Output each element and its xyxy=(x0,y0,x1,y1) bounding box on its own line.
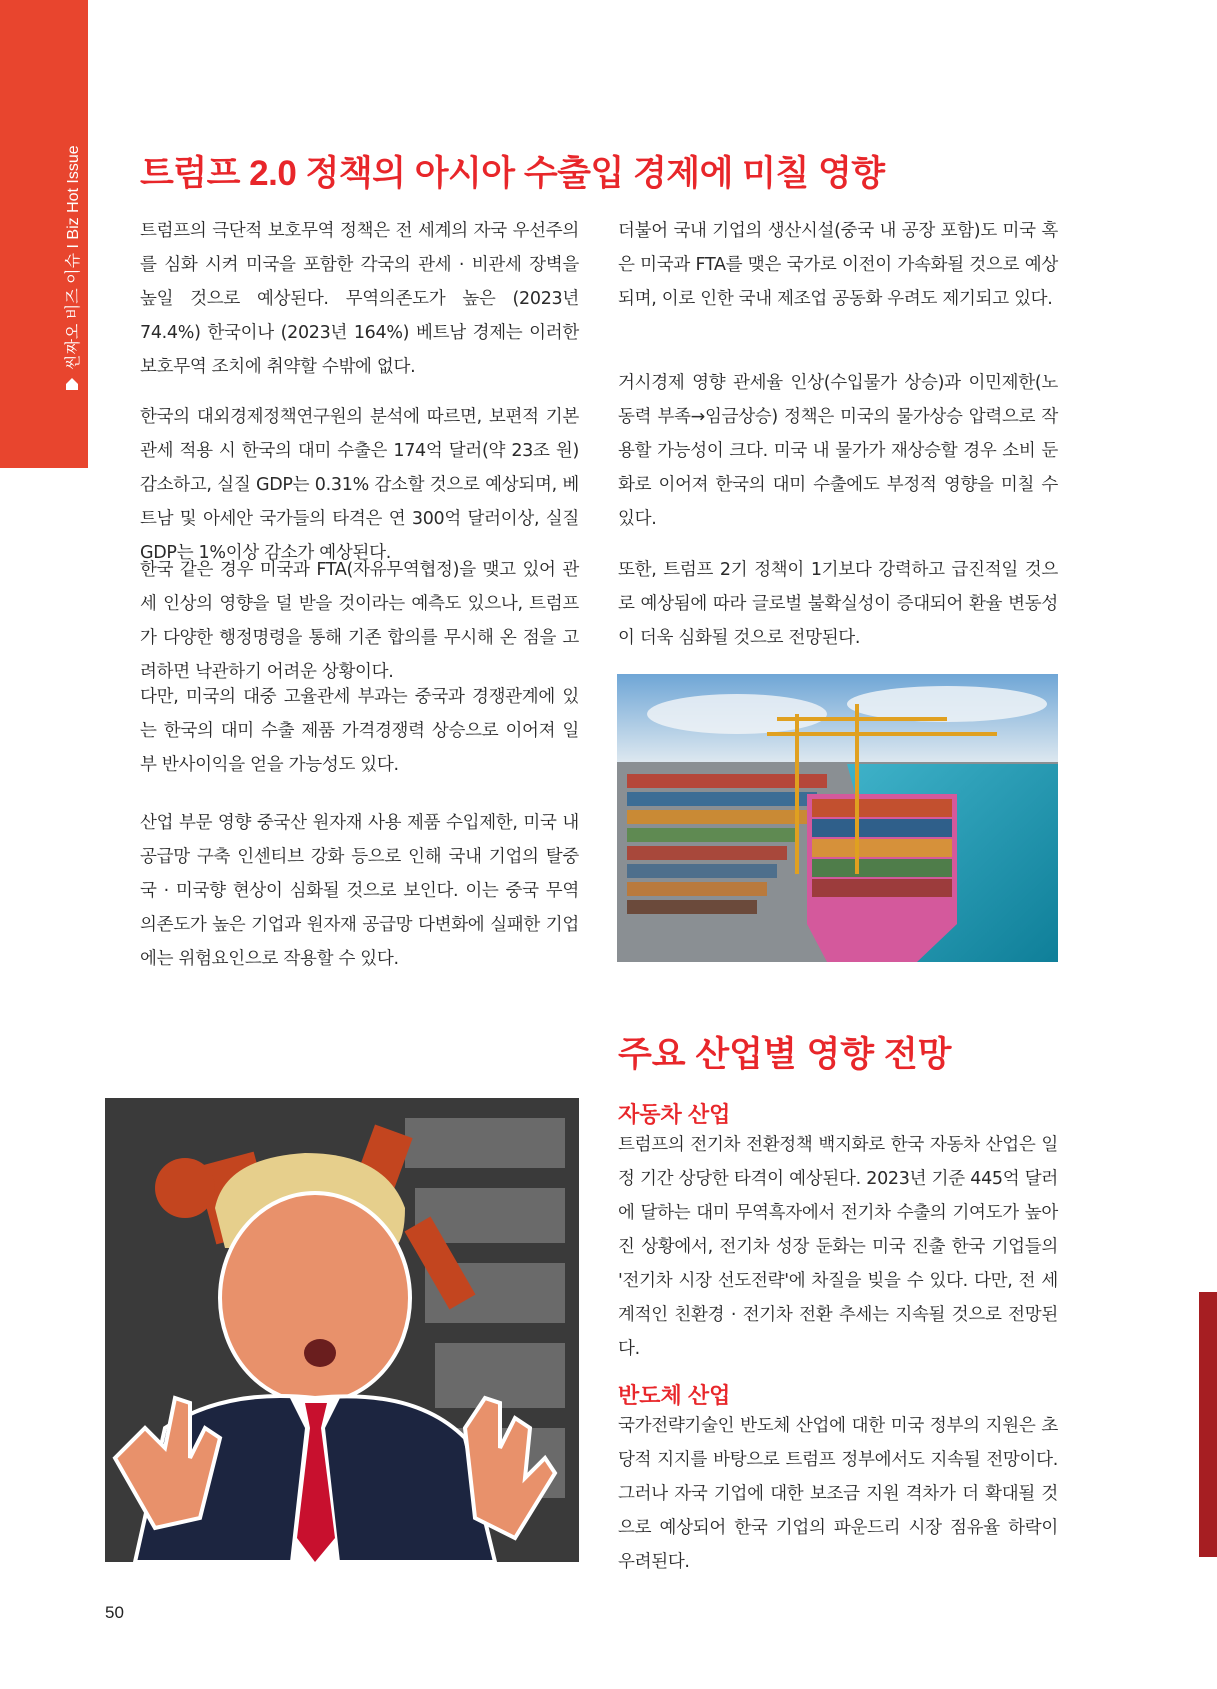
paragraph: 트럼프의 극단적 보호무역 정책은 전 세계의 자국 우선주의를 심화 시켜 미국을 포함한 각국의 관세 · 비관세 장벽을 높일 것으로 예상된다. 무역의존도가 높은 (2023년 74.4%) 한국이나 (2023년 164%) 베트남 경제는 이러한 보호무역 조치에 취약할 수밖에 없다. xyxy=(140,221,579,377)
paragraph: 한국 같은 경우 미국과 FTA(자유무역협정)을 맺고 있어 관세 인상의 영향을 덜 받을 것이라는 예측도 있으나, 트럼프가 다양한 행정명령을 통해 기존 합의를 무시해 온 점을 고려하면 낙관하기 어려운 상황이다. xyxy=(140,560,579,682)
paragraph: 국가전략기술인 반도체 산업에 대한 미국 정부의 지원은 초당적 지지를 바탕으로 트럼프 정부에서도 지속될 전망이다. 그러나 자국 기업에 대한 보조금 지원 격차가 더 확대될 것으로 예상되어 한국 기업의 파운드리 시장 점유율 하락이 우려된다. xyxy=(618,1416,1058,1572)
house-icon xyxy=(64,376,80,392)
section-title: 트럼프 2.0 정책의 아시아 수출입 경제에 미칠 영향 xyxy=(140,154,885,193)
paragraph: 또한, 트럼프 2기 정책이 1기보다 강력하고 급진적일 것으로 예상됨에 따라 글로벌 불확실성이 증대되어 환율 변동성이 더욱 심화될 것으로 전망된다. xyxy=(618,560,1058,648)
paragraph: 거시경제 영향 관세율 인상(수입물가 상승)과 이민제한(노동력 부족→임금상승) 정책은 미국의 물가상승 압력으로 작용할 가능성이 크다. 미국 내 물가가 재상승할 경우 소비 둔화로 이어져 한국의 대미 수출에도 부정적 영향을 미칠 수 있다. xyxy=(618,373,1058,529)
paragraph: 한국의 대외경제정책연구원의 분석에 따르면, 보편적 기본관세 적용 시 한국의 대미 수출은 174억 달러(약 23조 원) 감소하고, 실질 GDP는 0.31% 감소할 것으로 예상되며, 베트남 및 아세안 국가들의 타격은 연 300억 달러이상, 실질 GDP는 1%이상 감소가 예상된다. xyxy=(140,407,579,563)
container-port-photo xyxy=(617,674,1058,962)
page-number: 50 xyxy=(105,1603,124,1622)
section-side-label xyxy=(60,145,83,392)
trump-factory-photo xyxy=(105,1098,579,1562)
section-title: 주요 산업별 영향 전망 xyxy=(618,1035,952,1074)
subsection-heading: 자동차 산업 xyxy=(618,1102,731,1127)
page-edge-tab xyxy=(1199,1292,1217,1557)
subsection-heading: 반도체 산업 xyxy=(618,1383,731,1408)
paragraph: 트럼프의 전기차 전환정책 백지화로 한국 자동차 산업은 일정 기간 상당한 타격이 예상된다. 2023년 기준 445억 달러에 달하는 대미 무역흑자에서 전기차 수출의 기여도가 높아진 상황에서, 전기차 성장 둔화는 미국 진출 한국 기업들의 '전기차 시장 선도전략'에 차질을 빚을 수 있다. 다만, 전 세계적인 친환경 · 전기차 전환 추세는 지속될 것으로 전망된다. xyxy=(618,1135,1058,1359)
side-label-text: 씬짜오 비즈 이슈 I Biz Hot Issue xyxy=(65,145,82,370)
paragraph: 다만, 미국의 대중 고율관세 부과는 중국과 경쟁관계에 있는 한국의 대미 수출 제품 가격경쟁력 상승으로 이어져 일부 반사이익을 얻을 가능성도 있다. xyxy=(140,687,579,775)
paragraph: 산업 부문 영향 중국산 원자재 사용 제품 수입제한, 미국 내 공급망 구축 인센티브 강화 등으로 인해 국내 기업의 탈중국 · 미국향 현상이 심화될 것으로 보인다. 이는 중국 무역의존도가 높은 기업과 원자재 공급망 다변화에 실패한 기업에는 위험요인으로 작용할 수 있다. xyxy=(140,813,579,969)
paragraph: 더불어 국내 기업의 생산시설(중국 내 공장 포함)도 미국 혹은 미국과 FTA를 맺은 국가로 이전이 가속화될 것으로 예상되며, 이로 인한 국내 제조업 공동화 우려도 제기되고 있다. xyxy=(618,221,1058,309)
